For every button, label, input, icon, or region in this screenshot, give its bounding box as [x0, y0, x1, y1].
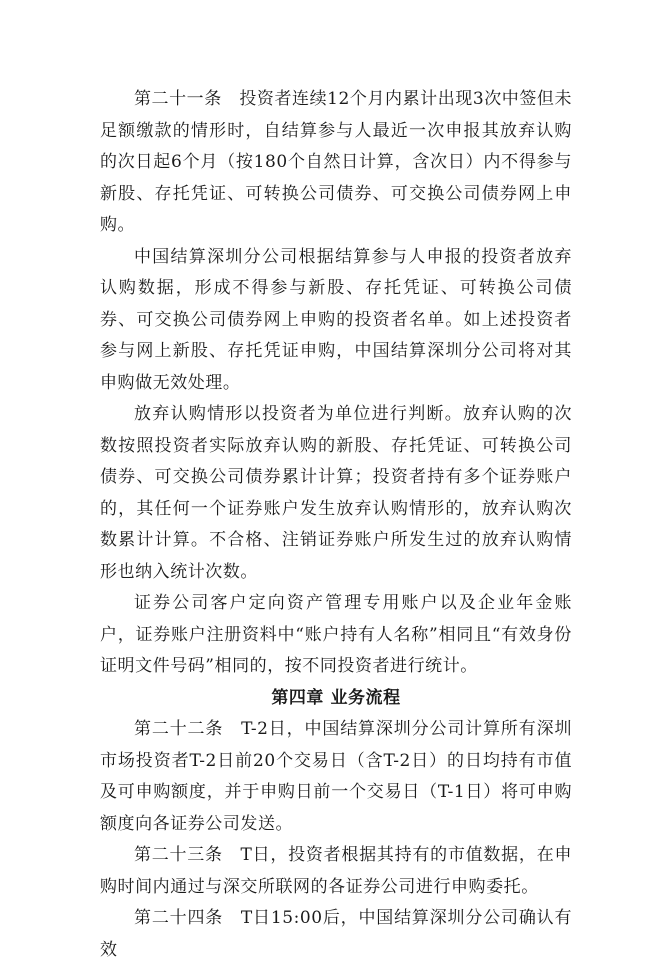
article-22-paragraph: 第二十二条 T-2日，中国结算深圳分公司计算所有深圳市场投资者T-2日前20个交易日（含T-2日）的日均持有市值及可申购额度，并于申购日前一个交易日（T-1日）将可申购额度向各证券公司发送。 — [100, 719, 572, 834]
chapter-heading: 第四章 业务流程 — [271, 687, 401, 708]
article-24-paragraph: 第二十四条 T日15:00后，中国结算深圳分公司确认有效 — [100, 908, 572, 960]
article-23-paragraph: 第二十三条 T日，投资者根据其持有的市值数据，在申购时间内通过与深交所联网的各证券公司进行申购委托。 — [100, 845, 572, 897]
article-21-counting-paragraph: 放弃认购情形以投资者为单位进行判断。放弃认购的次数按照投资者实际放弃认购的新股、存托凭证、可转换公司债券、可交换公司债券累计计算；投资者持有多个证券账户的，其任何一个证券账户发生放弃认购情形的，放弃认购次数累计计算。不合格、注销证券账户所发生过的放弃认购情形也纳入统计次数。 — [100, 404, 572, 582]
article-21-investor-list-paragraph: 中国结算深圳分公司根据结算参与人申报的投资者放弃认购数据，形成不得参与新股、存托凭证、可转换公司债券、可交换公司债券网上申购的投资者名单。如上述投资者参与网上新股、存托凭证申购，中国结算深圳分公司将对其申购做无效处理。 — [100, 246, 572, 393]
article-21-paragraph: 第二十一条 投资者连续12个月内累计出现3次中签但未足额缴款的情形时，自结算参与人最近一次申报其放弃认购的次日起6个月（按180个自然日计算，含次日）内不得参与新股、存托凭证、可转换公司债券、可交换公司债券网上申购。 — [100, 89, 572, 235]
document-page — [100, 84, 572, 966]
article-21-account-paragraph: 证券公司客户定向资产管理专用账户以及企业年金账户，证券账户注册资料中“账户持有人名称”相同且“有效身份证明文件号码”相同的，按不同投资者进行统计。 — [100, 593, 572, 676]
